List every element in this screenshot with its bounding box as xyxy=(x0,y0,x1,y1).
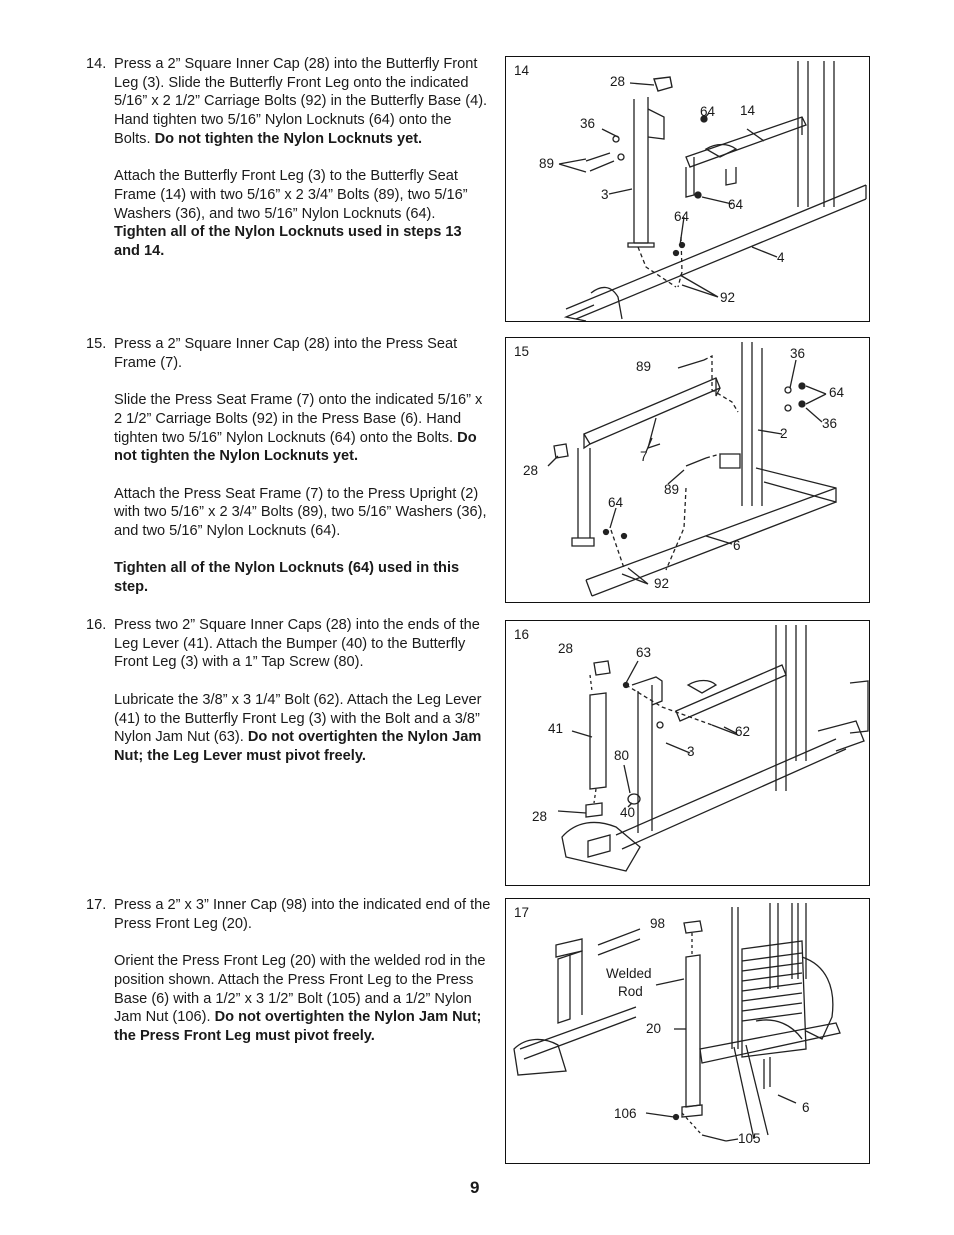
step-15 xyxy=(86,335,491,597)
callout: Rod xyxy=(618,984,643,999)
callout: 92 xyxy=(720,290,736,305)
figure-15-illustration xyxy=(506,338,869,602)
callout: 14 xyxy=(740,103,756,118)
step-number: 14. xyxy=(86,56,107,72)
figure-number: 15 xyxy=(514,344,530,359)
step-paragraph: Orient the Press Front Leg (20) with the welded rod in the position shown. Attach the Press Front Leg to the Press Base (6) with a 1/2” x 3 1/2” Bolt (105) and a 1/2” Nylon Jam Nut (106). Do not overtighten the Nylon Jam Nut; the Press Front Leg must pivot freely. xyxy=(114,953,486,1044)
callout: 40 xyxy=(620,805,636,820)
step-paragraph: Lubricate the 3/8” x 3 1/4” Bolt (62). Attach the Leg Lever (41) to the Butterfly Front Leg (3) with the Bolt and a 3/8” Nylon Jam Nut (63). Do not overtighten the Nylon Jam Nut; the Leg Lever must pivot freely. xyxy=(114,691,482,764)
callout: 28 xyxy=(610,74,626,89)
page-number: 9 xyxy=(470,1178,480,1197)
figure-15 xyxy=(505,337,870,603)
callout: 28 xyxy=(532,809,548,824)
callout: 106 xyxy=(614,1106,637,1121)
step-14 xyxy=(86,55,491,261)
figure-17 xyxy=(505,898,870,1164)
callout: 2 xyxy=(780,426,788,441)
figure-16 xyxy=(505,620,870,886)
step-paragraph: Tighten all of the Nylon Locknuts (64) used in this step. xyxy=(114,560,460,596)
step-17 xyxy=(86,896,491,1046)
step-number: 17. xyxy=(86,897,107,913)
callout: 6 xyxy=(802,1100,810,1115)
callout: 89 xyxy=(539,156,555,171)
callout: 36 xyxy=(822,416,838,431)
figure-number: 16 xyxy=(514,627,530,642)
step-paragraph: Slide the Press Seat Frame (7) onto the indicated 5/16” x 2 1/2” Carriage Bolts (92) in the Press Base (6). Hand tighten two 5/16” Nylon Locknuts (64) onto the Bolts. Do not tighten the Nylon Locknuts yet. xyxy=(114,392,483,465)
callout: 28 xyxy=(558,641,574,656)
step-paragraph: Press two 2” Square Inner Caps (28) into the ends of the Leg Lever (41). Attach the Bumper (40) to the Butterfly Front Leg (3) with a 1” Tap Screw (80). xyxy=(114,617,480,671)
callout: 62 xyxy=(735,724,751,739)
step-number: 16. xyxy=(86,617,107,633)
callout: 63 xyxy=(636,645,652,660)
callout: 64 xyxy=(829,385,845,400)
callout: 89 xyxy=(636,359,652,374)
callout: 64 xyxy=(700,104,716,119)
step-paragraph: Attach the Butterfly Front Leg (3) to the Butterfly Seat Frame (14) with two 5/16” x 2 3/4” Bolts (89), two 5/16” Washers (36), and two 5/16” Nylon Locknuts (64). Tighten all of the Nylon Locknuts used in steps 13 and 14. xyxy=(114,168,468,260)
callout: 64 xyxy=(728,197,744,212)
callout: 89 xyxy=(664,482,680,497)
callout: 64 xyxy=(608,495,624,510)
callout: 20 xyxy=(646,1021,662,1036)
callout: 6 xyxy=(733,538,741,553)
step-16 xyxy=(86,616,491,766)
callout: 3 xyxy=(601,187,609,202)
callout: 92 xyxy=(654,576,670,591)
figure-17-illustration xyxy=(506,899,869,1163)
step-number: 15. xyxy=(86,336,107,352)
figure-14 xyxy=(505,56,870,322)
callout: 64 xyxy=(674,209,690,224)
step-paragraph: Press a 2” x 3” Inner Cap (98) into the indicated end of the Press Front Leg (20). xyxy=(114,897,491,932)
callout: 36 xyxy=(580,116,596,131)
step-paragraph: Attach the Press Seat Frame (7) to the Press Upright (2) with two 5/16” x 2 3/4” Bolts (89), two 5/16” Washers (36), and two 5/16” Nylon Locknuts (64). xyxy=(114,485,487,539)
callout: 3 xyxy=(687,744,695,759)
step-paragraph: Press a 2” Square Inner Cap (28) into the Press Seat Frame (7). xyxy=(114,336,458,371)
callout: 80 xyxy=(614,748,630,763)
callout: 7 xyxy=(640,449,648,464)
callout: 98 xyxy=(650,916,666,931)
figure-number: 17 xyxy=(514,905,530,920)
callout: Welded xyxy=(606,966,652,981)
figure-number: 14 xyxy=(514,63,530,78)
step-paragraph: Press a 2” Square Inner Cap (28) into the Butterfly Front Leg (3). Slide the Butterfly Front Leg onto the indicated 5/16” x 2 1/2” Carriage Bolts (92) in the Butterfly Base (4). Hand tighten two 5/16” Nylon Locknuts (64) onto the Bolts. Do not tighten the Nylon Locknuts yet. xyxy=(114,56,488,147)
figure-14-illustration xyxy=(506,57,869,321)
callout: 28 xyxy=(523,463,539,478)
callout: 36 xyxy=(790,346,806,361)
callout: 41 xyxy=(548,721,564,736)
callout: 105 xyxy=(738,1131,761,1146)
callout: 4 xyxy=(777,250,785,265)
